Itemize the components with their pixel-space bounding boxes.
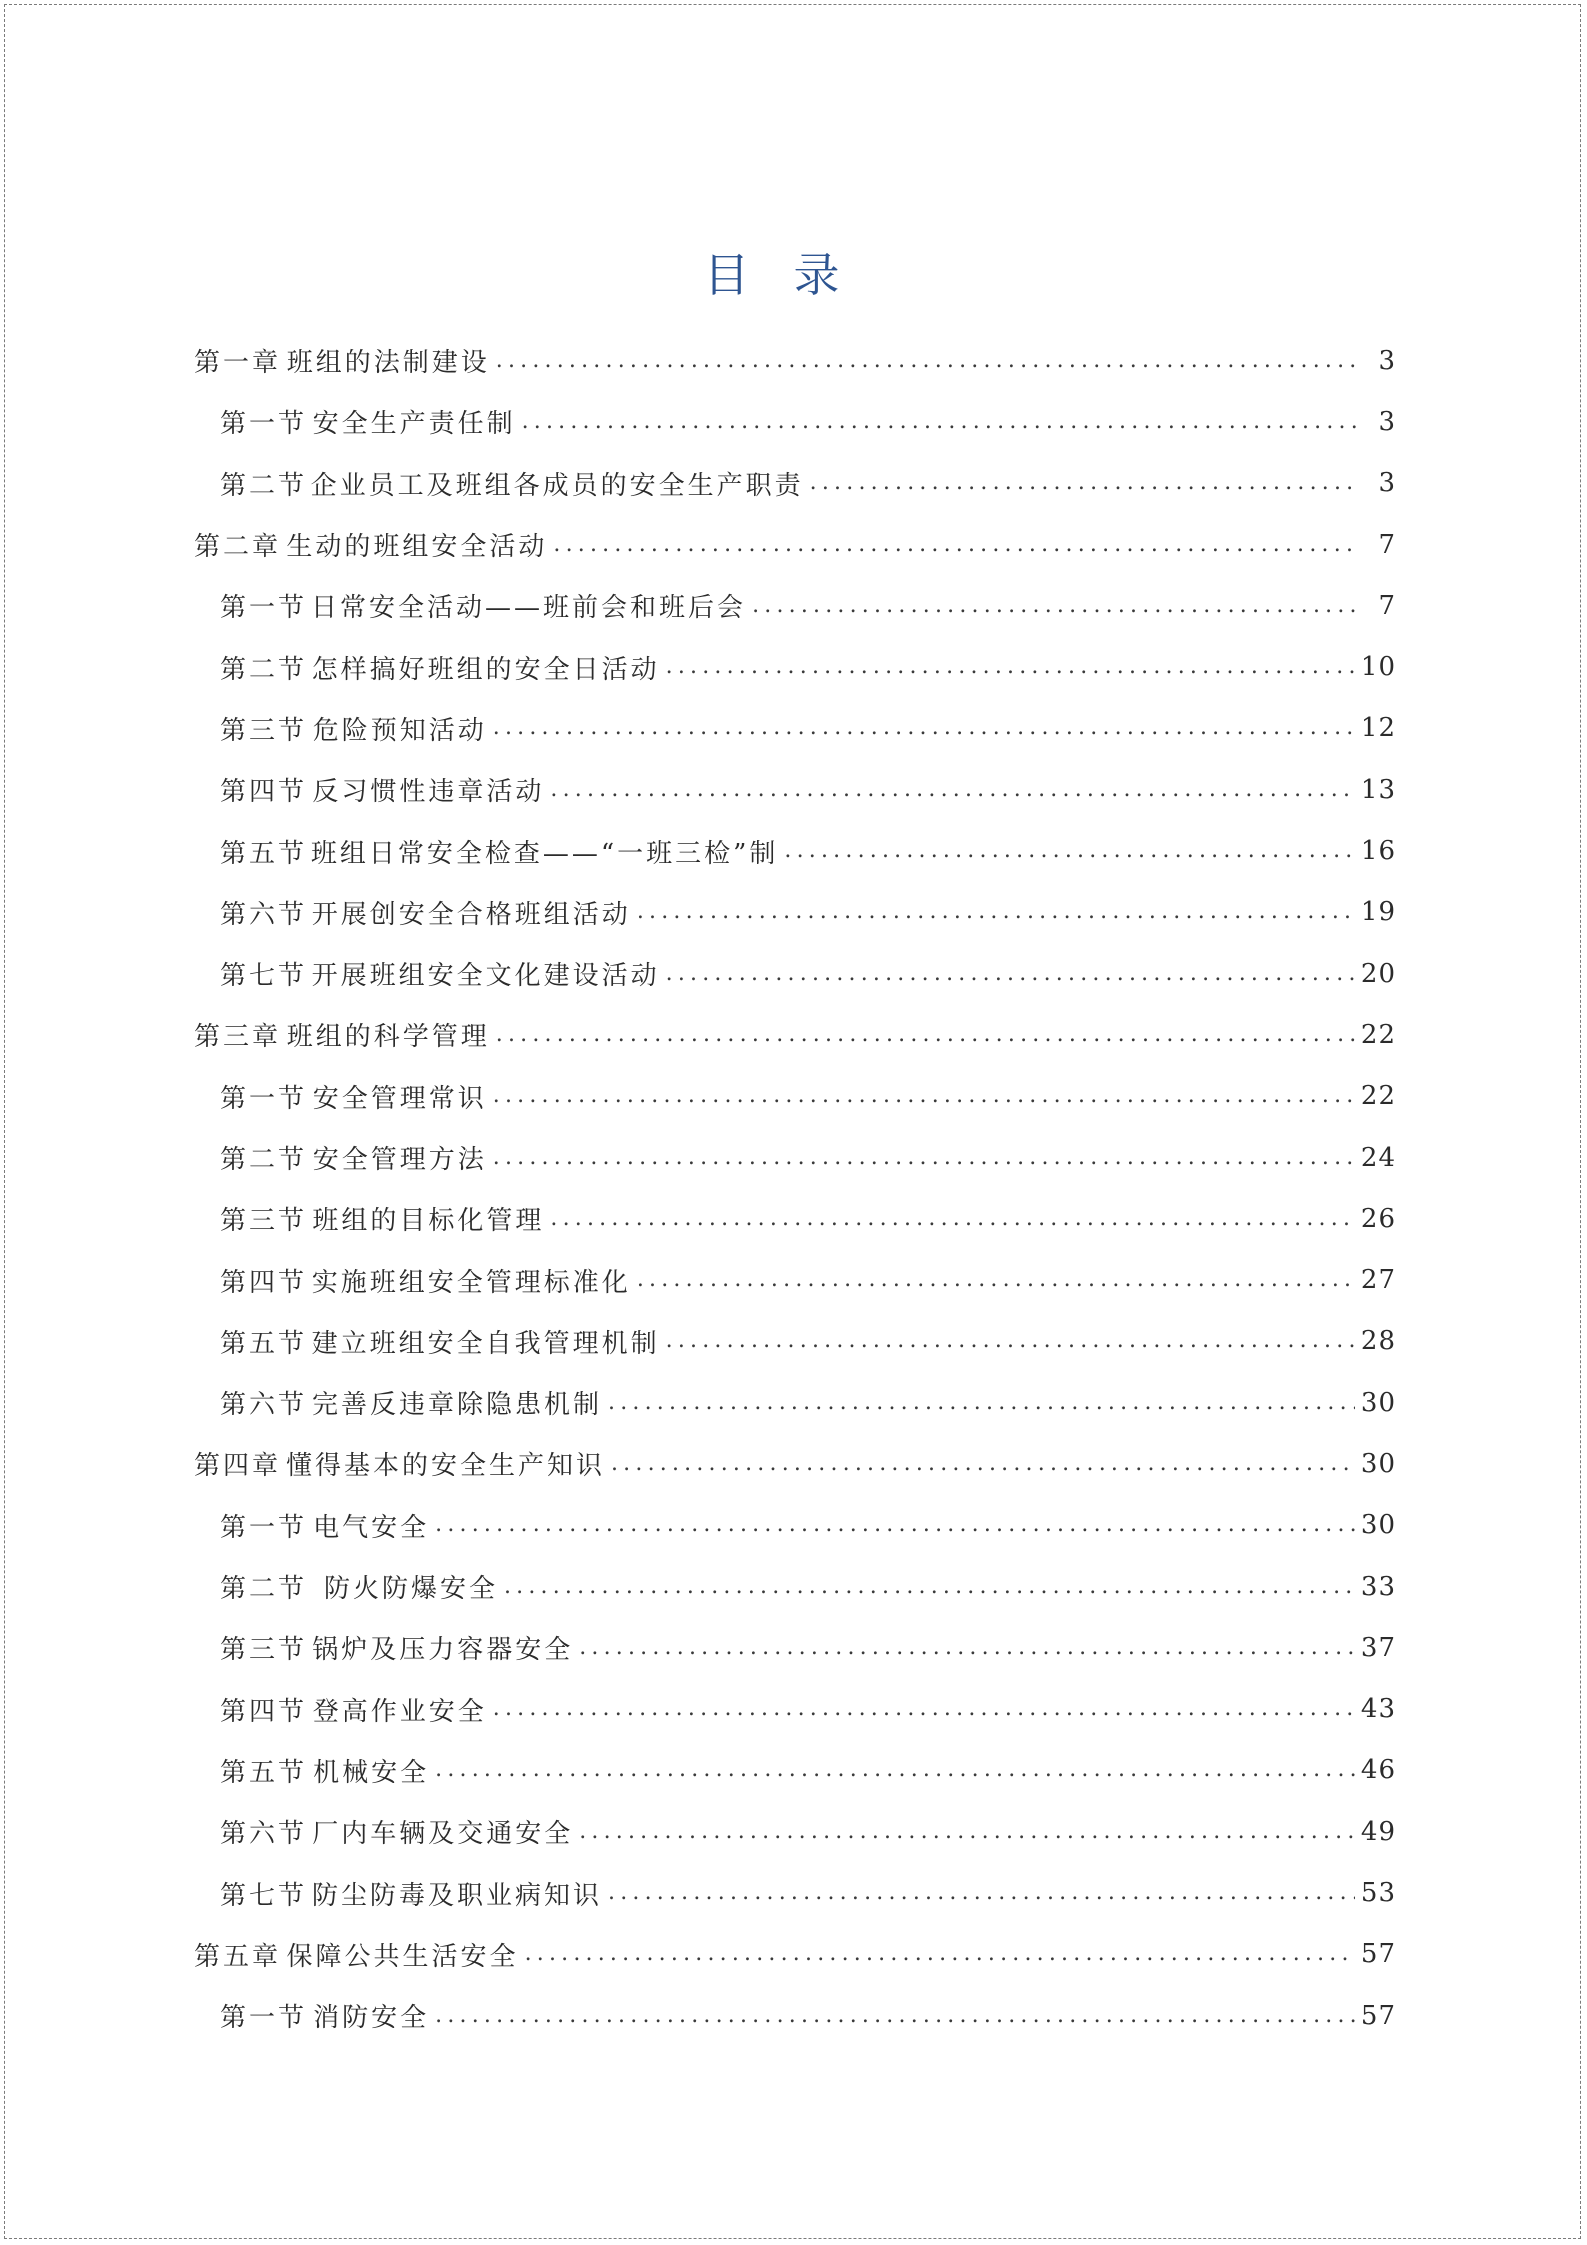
toc-dot-leader (608, 1882, 1355, 1904)
toc-entry-number: 第四章 (194, 1451, 282, 1482)
toc-dot-leader (611, 1453, 1355, 1475)
toc-entry-title: 开展创安全合格班组活动 (311, 899, 631, 930)
toc-page-number: 24 (1360, 1142, 1396, 1173)
toc-dot-leader (504, 1576, 1355, 1598)
toc-section-entry[interactable] (194, 1801, 1396, 1862)
toc-dot-leader (435, 2005, 1355, 2027)
toc-entry-title: 反习惯性违章活动 (312, 777, 545, 808)
toc-dot-leader (666, 1330, 1355, 1352)
toc-dot-leader (637, 901, 1355, 923)
toc-page-number: 7 (1378, 590, 1396, 621)
toc-page-number: 57 (1360, 2000, 1396, 2031)
toc-entry-number: 第五节 (220, 1328, 308, 1359)
toc-section-entry[interactable] (194, 1311, 1396, 1372)
toc-dot-leader (810, 472, 1356, 494)
toc-section-entry[interactable] (194, 1127, 1396, 1188)
toc-entry-number: 第一节 (220, 1512, 308, 1543)
toc-page-number: 49 (1360, 1816, 1396, 1847)
toc-dot-leader (493, 1147, 1355, 1169)
toc-section-entry[interactable] (194, 1372, 1396, 1433)
toc-page-number: 16 (1360, 836, 1396, 867)
toc-dot-leader (493, 717, 1355, 739)
toc-entry-title: 开展班组安全文化建设活动 (311, 961, 660, 992)
toc-chapter-entry[interactable] (194, 514, 1396, 575)
toc-entry-title: 班组日常安全检查——“一班三检”制 (310, 838, 779, 869)
toc-section-entry[interactable] (194, 453, 1396, 514)
toc-entry-number: 第五章 (194, 1941, 282, 1972)
toc-dot-leader (666, 963, 1355, 985)
toc-page-number: 13 (1360, 774, 1396, 805)
toc-entry-number: 第一节 (220, 593, 308, 624)
toc-dot-leader (493, 1698, 1355, 1720)
toc-chapter-entry[interactable] (194, 1004, 1396, 1065)
toc-page-number: 3 (1378, 345, 1396, 376)
toc-entry-number: 第一节 (220, 1083, 308, 1114)
toc-dot-leader (579, 1637, 1355, 1659)
toc-page-number: 19 (1360, 897, 1396, 928)
toc-entry-title: 消防安全 (313, 2003, 430, 2034)
toc-entry-title: 懂得基本的安全生产知识 (285, 1451, 605, 1482)
toc-entry-title: 保障公共生活安全 (286, 1941, 519, 1972)
toc-entry-number: 第三章 (194, 1022, 282, 1053)
toc-entry-title: 厂内车辆及交通安全 (312, 1819, 574, 1850)
toc-page-number: 10 (1360, 652, 1396, 683)
toc-entry-number: 第六节 (220, 1819, 308, 1850)
toc-dot-leader (496, 1024, 1355, 1046)
toc-page-number: 28 (1360, 1326, 1396, 1357)
toc-entry-number: 第六节 (220, 899, 308, 930)
toc-entry-title: 班组的法制建设 (286, 348, 490, 379)
toc-title: 目录 (703, 248, 884, 302)
toc-entry-number: 第四节 (220, 1696, 308, 1727)
toc-dot-leader (752, 595, 1356, 617)
toc-dot-leader (608, 1392, 1355, 1414)
toc-entry-title: 锅炉及压力容器安全 (312, 1635, 574, 1666)
toc-entry-number: 第三节 (220, 1635, 308, 1666)
toc-section-entry[interactable] (194, 636, 1396, 697)
toc-section-entry[interactable] (194, 1066, 1396, 1127)
toc-entry-number: 第四节 (220, 777, 308, 808)
toc-entry-title: 电气安全 (313, 1512, 430, 1543)
toc-section-entry[interactable] (194, 820, 1396, 881)
toc-section-entry[interactable] (194, 575, 1396, 636)
toc-entry-title: 生动的班组安全活动 (286, 532, 548, 563)
toc-entry-number: 第一节 (220, 2003, 308, 2034)
toc-entry-number: 第六节 (220, 1390, 308, 1421)
toc-entry-title: 企业员工及班组各成员的安全生产职责 (310, 470, 804, 501)
toc-chapter-entry[interactable] (194, 1433, 1396, 1494)
toc-dot-leader (784, 840, 1355, 862)
toc-dot-leader (579, 1821, 1355, 1843)
toc-section-entry[interactable] (194, 943, 1396, 1004)
toc-section-entry[interactable] (194, 1495, 1396, 1556)
toc-entry-number: 第三节 (220, 1206, 308, 1237)
toc-entry-title: 防火防爆安全 (312, 1574, 498, 1605)
toc-entry-number: 第一节 (220, 409, 308, 440)
toc-dot-leader (496, 350, 1356, 372)
toc-entry-title: 完善反违章除隐患机制 (312, 1390, 603, 1421)
toc-list (194, 330, 1396, 2046)
toc-entry-title: 登高作业安全 (312, 1696, 487, 1727)
toc-entry-title: 怎样搞好班组的安全日活动 (311, 654, 660, 685)
toc-section-entry[interactable] (194, 1862, 1396, 1923)
toc-page-number: 53 (1360, 1878, 1396, 1909)
toc-section-entry[interactable] (194, 1556, 1396, 1617)
toc-entry-title: 班组的科学管理 (286, 1022, 490, 1053)
toc-entry-number: 第五节 (220, 1757, 308, 1788)
toc-dot-leader (553, 534, 1356, 556)
toc-page-number: 27 (1360, 1265, 1396, 1296)
toc-page-number: 22 (1360, 1019, 1396, 1050)
toc-dot-leader (525, 1943, 1355, 1965)
toc-page-number: 3 (1378, 468, 1396, 499)
toc-entry-number: 第三节 (220, 715, 308, 746)
toc-page-number: 46 (1360, 1755, 1396, 1786)
toc-entry-number: 第二章 (194, 532, 282, 563)
toc-chapter-entry[interactable] (194, 330, 1396, 391)
toc-entry-title: 班组的目标化管理 (312, 1206, 545, 1237)
toc-entry-title: 机械安全 (313, 1757, 430, 1788)
toc-section-entry[interactable] (194, 1617, 1396, 1678)
toc-chapter-entry[interactable] (194, 1924, 1396, 1985)
toc-section-entry[interactable] (194, 882, 1396, 943)
toc-page-number: 43 (1360, 1694, 1396, 1725)
toc-section-entry[interactable] (194, 1188, 1396, 1249)
toc-entry-title: 安全生产责任制 (312, 409, 516, 440)
toc-entry-number: 第七节 (220, 1880, 308, 1911)
toc-section-entry[interactable] (194, 1679, 1396, 1740)
toc-entry-title: 危险预知活动 (312, 715, 487, 746)
toc-page-number: 12 (1360, 713, 1396, 744)
toc-page-number: 37 (1360, 1632, 1396, 1663)
toc-section-entry[interactable] (194, 759, 1396, 820)
toc-entry-title: 安全管理方法 (312, 1145, 487, 1175)
toc-page-number: 7 (1378, 529, 1396, 560)
toc-entry-title: 实施班组安全管理标准化 (311, 1267, 631, 1298)
toc-entry-title: 日常安全活动——班前会和班后会 (311, 593, 747, 624)
toc-dot-leader (493, 1085, 1355, 1107)
toc-page-number: 30 (1360, 1387, 1396, 1418)
toc-page-number: 3 (1378, 406, 1396, 437)
toc-dot-leader (522, 411, 1356, 433)
toc-section-entry[interactable] (194, 698, 1396, 759)
toc-section-entry[interactable] (194, 1249, 1396, 1310)
toc-dot-leader (435, 1759, 1355, 1781)
toc-dot-leader (666, 656, 1355, 678)
toc-section-entry[interactable] (194, 391, 1396, 452)
toc-entry-title: 安全管理常识 (312, 1083, 487, 1114)
toc-entry-number: 第二节 (220, 654, 308, 685)
toc-page-number: 26 (1360, 1203, 1396, 1234)
toc-entry-title: 防尘防毒及职业病知识 (312, 1880, 603, 1911)
toc-entry-number: 第五节 (220, 838, 308, 869)
toc-entry-number: 第七节 (220, 961, 308, 992)
toc-page-number: 22 (1360, 1081, 1396, 1112)
toc-section-entry[interactable] (194, 1740, 1396, 1801)
toc-page-number: 30 (1360, 1510, 1396, 1541)
toc-entry-number: 第一章 (194, 348, 282, 379)
toc-dot-leader (435, 1514, 1355, 1536)
toc-page-number: 33 (1360, 1571, 1396, 1602)
toc-entry-number: 第二节 (220, 1574, 308, 1605)
toc-entry-number: 第二节 (220, 470, 308, 501)
toc-page-number: 30 (1360, 1448, 1396, 1479)
toc-dot-leader (637, 1269, 1355, 1291)
toc-dot-leader (550, 779, 1355, 801)
toc-entry-number: 第二节 (220, 1145, 308, 1175)
toc-section-entry[interactable] (194, 1985, 1396, 2046)
toc-dot-leader (550, 1208, 1355, 1230)
toc-entry-title: 建立班组安全自我管理机制 (311, 1328, 660, 1359)
toc-page-number: 20 (1360, 958, 1396, 989)
toc-page-number: 57 (1360, 1939, 1396, 1970)
toc-entry-number: 第四节 (220, 1267, 308, 1298)
